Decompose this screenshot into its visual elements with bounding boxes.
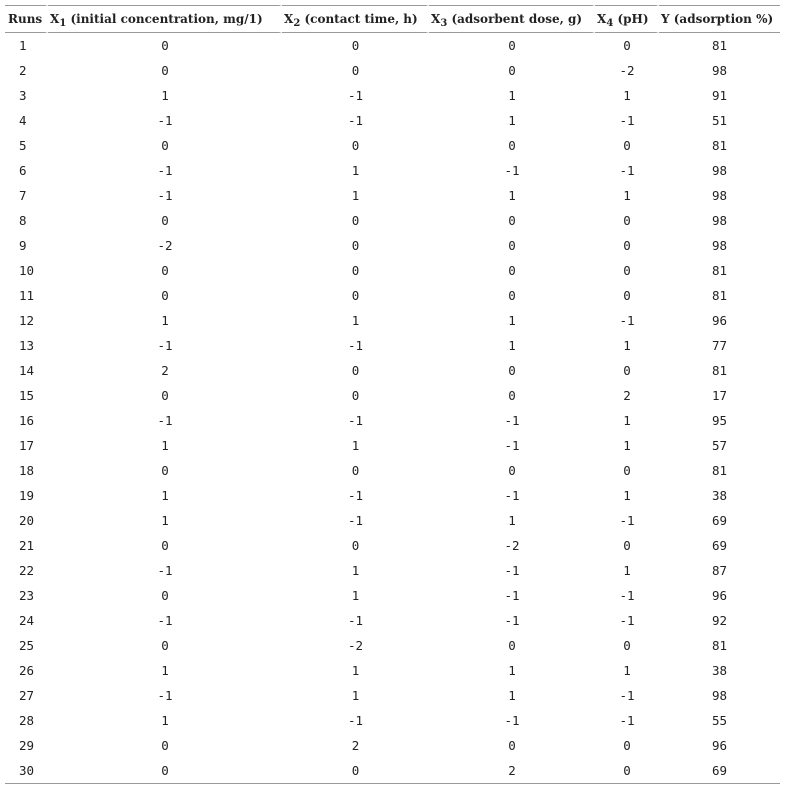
x4-cell: 1 bbox=[623, 413, 631, 428]
run-cell: 29 bbox=[19, 738, 35, 753]
x4-cell: -1 bbox=[619, 588, 635, 603]
x4-cell: 0 bbox=[623, 538, 631, 553]
table-row bbox=[5, 658, 780, 683]
x3-cell: 1 bbox=[508, 88, 516, 103]
x2-cell: 2 bbox=[351, 738, 360, 753]
header-x2: $X_2$ (contact time, h) bbox=[282, 5, 429, 33]
x4-cell: 0 bbox=[623, 263, 631, 278]
x4-cell: 0 bbox=[623, 238, 631, 253]
x1-cell: -1 bbox=[157, 113, 173, 128]
x3-cell: -2 bbox=[504, 538, 520, 553]
run-cell: 22 bbox=[19, 563, 35, 578]
x1-cell: 0 bbox=[161, 463, 169, 478]
x4-cell: 0 bbox=[623, 463, 631, 478]
x3-cell: 0 bbox=[508, 63, 516, 78]
x3-cell: 1 bbox=[508, 313, 516, 328]
run-cell: 6 bbox=[19, 163, 27, 178]
y-cell: 87 bbox=[711, 563, 728, 578]
table-row bbox=[5, 533, 780, 558]
x2-cell: 0 bbox=[351, 363, 360, 378]
run-cell: 13 bbox=[19, 338, 35, 353]
x4-cell: -1 bbox=[619, 688, 635, 703]
y-cell: 55 bbox=[711, 713, 728, 728]
x1-cell: 0 bbox=[161, 288, 169, 303]
x3-cell: 0 bbox=[508, 288, 516, 303]
x2-cell: -2 bbox=[347, 638, 364, 653]
table-row bbox=[5, 408, 780, 433]
x3-cell: 1 bbox=[508, 113, 516, 128]
run-cell: 19 bbox=[19, 488, 35, 503]
x4-cell: -1 bbox=[619, 513, 635, 528]
x1-cell: -1 bbox=[157, 413, 173, 428]
experimental-design-table bbox=[5, 5, 780, 784]
x4-cell: 1 bbox=[623, 188, 631, 203]
x3-cell: -1 bbox=[504, 613, 520, 628]
table-row bbox=[5, 458, 780, 483]
x4-cell: 0 bbox=[623, 38, 631, 53]
table-row bbox=[5, 683, 780, 708]
x1-cell: 0 bbox=[161, 263, 169, 278]
x2-cell: 0 bbox=[351, 138, 360, 153]
x3-cell: -1 bbox=[504, 713, 520, 728]
x3-cell: 0 bbox=[508, 238, 516, 253]
table-header-row bbox=[5, 5, 780, 33]
x2-cell: -1 bbox=[347, 488, 364, 503]
run-cell: 7 bbox=[19, 188, 27, 203]
x4-cell: 2 bbox=[623, 388, 631, 403]
x2-cell: 1 bbox=[351, 663, 360, 678]
x1-cell: -1 bbox=[157, 163, 173, 178]
x2-cell: 1 bbox=[351, 563, 360, 578]
x1-cell: 0 bbox=[161, 138, 169, 153]
run-cell: 11 bbox=[19, 288, 35, 303]
y-cell: 98 bbox=[711, 688, 728, 703]
y-cell: 98 bbox=[711, 63, 728, 78]
table-row bbox=[5, 83, 780, 108]
y-cell: 98 bbox=[711, 188, 728, 203]
x1-cell: 2 bbox=[161, 363, 169, 378]
table-row bbox=[5, 608, 780, 633]
x4-cell: -1 bbox=[619, 713, 635, 728]
x1-cell: -1 bbox=[157, 338, 173, 353]
x3-cell: -1 bbox=[504, 413, 520, 428]
run-cell: 8 bbox=[19, 213, 27, 228]
y-cell: 81 bbox=[711, 288, 728, 303]
y-cell: 69 bbox=[659, 758, 780, 784]
table-row bbox=[5, 733, 780, 758]
table-row bbox=[5, 433, 780, 458]
y-cell: 98 bbox=[711, 238, 728, 253]
x1-cell: 1 bbox=[161, 713, 169, 728]
x3-cell: 0 bbox=[508, 263, 516, 278]
x1-cell: 0 bbox=[48, 758, 282, 784]
x2-cell: 0 bbox=[351, 538, 360, 553]
table-row bbox=[5, 233, 780, 258]
x3-cell: -1 bbox=[504, 438, 520, 453]
y-cell: 91 bbox=[711, 88, 728, 103]
x3-cell: 1 bbox=[508, 688, 516, 703]
table-row bbox=[5, 108, 780, 133]
y-cell: 51 bbox=[711, 113, 728, 128]
x3-cell: 0 bbox=[508, 38, 516, 53]
header-x3: $X_3$ (adsorbent dose, g) bbox=[429, 5, 595, 33]
x2-cell: 1 bbox=[351, 163, 360, 178]
x3-cell: -1 bbox=[504, 588, 520, 603]
table-row bbox=[5, 383, 780, 408]
table-row bbox=[5, 508, 780, 533]
x4-cell: 1 bbox=[623, 663, 631, 678]
table-row bbox=[5, 58, 780, 83]
run-cell: 24 bbox=[19, 613, 35, 628]
x3-cell: 2 bbox=[429, 758, 595, 784]
x1-cell: 0 bbox=[161, 638, 169, 653]
x3-cell: 1 bbox=[508, 338, 516, 353]
run-cell: 23 bbox=[19, 588, 35, 603]
table-row bbox=[5, 283, 780, 308]
x1-cell: -1 bbox=[157, 188, 173, 203]
table-row bbox=[5, 358, 780, 383]
x1-cell: 0 bbox=[161, 588, 169, 603]
table-row bbox=[5, 633, 780, 658]
x3-cell: 1 bbox=[508, 663, 516, 678]
y-cell: 81 bbox=[711, 463, 728, 478]
y-cell: 17 bbox=[711, 388, 728, 403]
x1-cell: 0 bbox=[161, 388, 169, 403]
x2-cell: 0 bbox=[351, 213, 360, 228]
x2-cell: -1 bbox=[347, 413, 364, 428]
run-cell: 16 bbox=[19, 413, 35, 428]
header-runs: Runs bbox=[5, 5, 48, 33]
table-row bbox=[5, 258, 780, 283]
run-cell: 5 bbox=[19, 138, 27, 153]
x4-cell: -1 bbox=[619, 113, 635, 128]
x4-cell: 1 bbox=[623, 88, 631, 103]
x2-cell: 1 bbox=[351, 313, 360, 328]
x4-cell: 0 bbox=[623, 288, 631, 303]
x2-cell: 0 bbox=[351, 238, 360, 253]
run-cell: 3 bbox=[19, 88, 27, 103]
table-row bbox=[5, 133, 780, 158]
run-cell: 12 bbox=[19, 313, 35, 328]
run-cell: 9 bbox=[19, 238, 27, 253]
x3-cell: -1 bbox=[504, 163, 520, 178]
x1-cell: 1 bbox=[161, 313, 169, 328]
x1-cell: 0 bbox=[161, 213, 169, 228]
x1-cell: 1 bbox=[161, 88, 169, 103]
run-cell: 18 bbox=[19, 463, 35, 478]
x1-cell: 1 bbox=[161, 513, 169, 528]
x4-cell: 1 bbox=[623, 563, 631, 578]
y-cell: 81 bbox=[711, 138, 728, 153]
y-cell: 69 bbox=[711, 513, 728, 528]
run-cell: 25 bbox=[19, 638, 35, 653]
y-cell: 69 bbox=[711, 538, 728, 553]
run-cell: 2 bbox=[19, 63, 27, 78]
y-cell: 98 bbox=[711, 213, 728, 228]
x2-cell: 0 bbox=[351, 38, 360, 53]
x2-cell: 0 bbox=[351, 288, 360, 303]
x2-cell: -1 bbox=[347, 113, 364, 128]
x4-cell: 1 bbox=[623, 438, 631, 453]
table-row bbox=[5, 208, 780, 233]
x3-cell: 0 bbox=[508, 213, 516, 228]
x2-cell: 1 bbox=[351, 688, 360, 703]
x4-cell: 1 bbox=[623, 338, 631, 353]
table-row bbox=[5, 483, 780, 508]
run-cell: 21 bbox=[19, 538, 35, 553]
x1-cell: 1 bbox=[161, 488, 169, 503]
table-row bbox=[5, 33, 780, 58]
x3-cell: 1 bbox=[508, 188, 516, 203]
header-x4: $X_4$ (pH) bbox=[595, 5, 659, 33]
x4-cell: 0 bbox=[623, 363, 631, 378]
run-cell: 1 bbox=[19, 38, 27, 53]
y-cell: 96 bbox=[711, 738, 728, 753]
x3-cell: -1 bbox=[504, 563, 520, 578]
x3-cell: 0 bbox=[508, 738, 516, 753]
y-cell: 81 bbox=[711, 363, 728, 378]
x4-cell: 0 bbox=[623, 213, 631, 228]
table-row bbox=[5, 308, 780, 333]
y-cell: 92 bbox=[711, 613, 728, 628]
x3-cell: -1 bbox=[504, 488, 520, 503]
table-body bbox=[5, 33, 780, 784]
x3-cell: 0 bbox=[508, 138, 516, 153]
y-cell: 96 bbox=[711, 588, 728, 603]
run-cell: 30 bbox=[5, 758, 48, 784]
y-cell: 81 bbox=[711, 263, 728, 278]
y-cell: 95 bbox=[711, 413, 728, 428]
x1-cell: -1 bbox=[157, 563, 173, 578]
table-row bbox=[5, 558, 780, 583]
x1-cell: 1 bbox=[161, 438, 169, 453]
x2-cell: 0 bbox=[351, 388, 360, 403]
x3-cell: 0 bbox=[508, 638, 516, 653]
run-cell: 27 bbox=[19, 688, 35, 703]
x4-cell: 0 bbox=[623, 738, 631, 753]
x3-cell: 1 bbox=[508, 513, 516, 528]
y-cell: 81 bbox=[711, 38, 728, 53]
header-y: Y (adsorption %) bbox=[659, 5, 780, 33]
y-cell: 38 bbox=[711, 663, 728, 678]
run-cell: 14 bbox=[19, 363, 35, 378]
x2-cell: 0 bbox=[351, 463, 360, 478]
y-cell: 98 bbox=[711, 163, 728, 178]
x2-cell: 1 bbox=[351, 438, 360, 453]
x3-cell: 0 bbox=[508, 363, 516, 378]
x1-cell: 0 bbox=[161, 538, 169, 553]
x2-cell: -1 bbox=[347, 88, 364, 103]
x2-cell: 0 bbox=[351, 63, 360, 78]
x2-cell: -1 bbox=[347, 613, 364, 628]
y-cell: 77 bbox=[711, 338, 728, 353]
y-cell: 38 bbox=[711, 488, 728, 503]
table-row bbox=[5, 333, 780, 358]
x2-cell: -1 bbox=[347, 338, 364, 353]
x2-cell: -1 bbox=[347, 713, 364, 728]
x4-cell: -1 bbox=[619, 613, 635, 628]
run-cell: 15 bbox=[19, 388, 35, 403]
x1-cell: -2 bbox=[157, 238, 173, 253]
y-cell: 57 bbox=[711, 438, 728, 453]
x2-cell: 0 bbox=[282, 758, 429, 784]
x1-cell: 1 bbox=[161, 663, 169, 678]
x1-cell: 0 bbox=[161, 63, 169, 78]
run-cell: 10 bbox=[19, 263, 35, 278]
run-cell: 20 bbox=[19, 513, 35, 528]
y-cell: 81 bbox=[711, 638, 728, 653]
run-cell: 17 bbox=[19, 438, 35, 453]
x3-cell: 0 bbox=[508, 463, 516, 478]
x4-cell: 0 bbox=[623, 638, 631, 653]
x4-cell: 0 bbox=[623, 138, 631, 153]
x2-cell: 1 bbox=[351, 588, 360, 603]
x4-cell: -1 bbox=[619, 163, 635, 178]
run-cell: 28 bbox=[19, 713, 35, 728]
x4-cell: -1 bbox=[619, 313, 635, 328]
run-cell: 26 bbox=[19, 663, 35, 678]
table-row bbox=[5, 708, 780, 733]
x2-cell: -1 bbox=[347, 513, 364, 528]
x1-cell: -1 bbox=[157, 688, 173, 703]
x4-cell: 0 bbox=[595, 758, 659, 784]
table-row bbox=[5, 758, 780, 784]
x3-cell: 0 bbox=[508, 388, 516, 403]
x1-cell: -1 bbox=[157, 613, 173, 628]
table-row bbox=[5, 183, 780, 208]
x2-cell: 1 bbox=[351, 188, 360, 203]
x4-cell: -2 bbox=[619, 63, 635, 78]
x1-cell: 0 bbox=[161, 738, 169, 753]
table-row bbox=[5, 158, 780, 183]
x1-cell: 0 bbox=[161, 38, 169, 53]
header-x1: $X_1$ (initial concentration, mg/1) bbox=[48, 5, 282, 33]
x2-cell: 0 bbox=[351, 263, 360, 278]
y-cell: 96 bbox=[711, 313, 728, 328]
x4-cell: 1 bbox=[623, 488, 631, 503]
table-row bbox=[5, 583, 780, 608]
run-cell: 4 bbox=[19, 113, 27, 128]
